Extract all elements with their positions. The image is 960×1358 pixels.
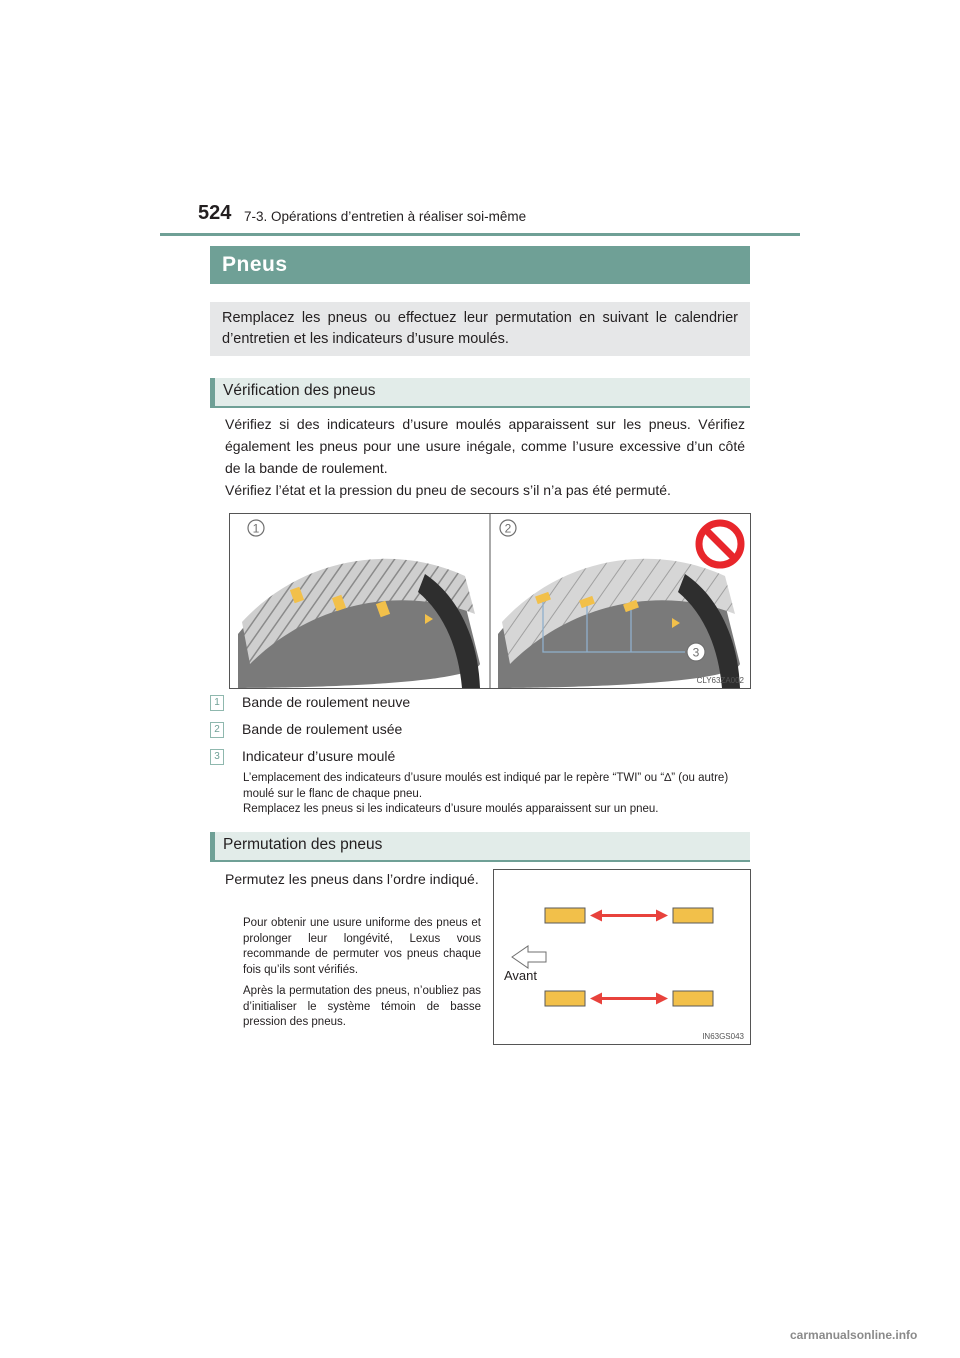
legend-text-3: Indicateur d’usure moulé	[242, 748, 396, 764]
figure-code: CLY63ZA002	[696, 676, 744, 685]
front-swap-arrow	[590, 910, 668, 922]
tire-wear-figure	[229, 513, 751, 689]
section-heading-check-label: Vérification des pneus	[223, 382, 376, 399]
page-title: Pneus	[222, 253, 288, 276]
front-direction-arrow-icon	[512, 946, 546, 968]
legend-number-3: 3	[210, 749, 224, 765]
rotation-notes	[243, 916, 481, 1037]
section-heading-check	[210, 378, 750, 408]
legend-text-2: Bande de roulement usée	[242, 721, 403, 737]
footer-watermark[interactable]: carmanualsonline.info	[790, 1328, 918, 1342]
callout-1-label: 1	[252, 521, 260, 536]
check-paragraph-1: Vérifiez si des indicateurs d’usure moulés apparaissent sur les pneus. Vérifiez également les pneus pour une usure inégale, comme l’usure excessive d’un côté de la bande de roulement.	[225, 416, 745, 476]
intro-text: Remplacez les pneus ou effectuez leur permutation en suivant le calendrier d’entretien et les indicateurs d’usure moulés.	[222, 310, 738, 347]
page-number: 524	[198, 202, 232, 224]
legend-number-1: 1	[210, 695, 224, 711]
check-paragraphs	[225, 413, 745, 501]
intro-box	[210, 302, 750, 356]
rotation-note-2: Après la permutation des pneus, n’oubliez pas d’initialiser le système témoin de basse pression des pneus.	[243, 985, 481, 1028]
tire-rotation-figure	[493, 869, 751, 1045]
new-tread-panel	[238, 559, 480, 688]
rear-left-tire	[545, 991, 585, 1006]
wear-indicator-note	[243, 771, 749, 818]
prohibited-icon	[699, 523, 741, 565]
tire-rotation-diagram	[494, 870, 750, 1044]
rotation-figure-code: IN63GS043	[702, 1032, 744, 1041]
section-heading-rotation-label: Permutation des pneus	[223, 836, 383, 853]
page-title-bar	[210, 246, 750, 284]
legend-number-2: 2	[210, 722, 224, 738]
legend-text-1: Bande de roulement neuve	[242, 694, 411, 710]
rotation-paragraph: Permutez les pneus dans l’ordre indiqué.	[225, 871, 479, 887]
tire-wear-illustration	[230, 514, 750, 688]
rear-right-tire	[673, 991, 713, 1006]
worn-tread-panel	[498, 559, 740, 688]
header-divider	[160, 233, 800, 236]
rotation-note-1: Pour obtenir une usure uniforme des pneus et prolonger leur longévité, Lexus vous recommande de permuter vos pneus chaque fois qu’ils sont vérifiés.	[243, 917, 481, 976]
note-line-2: Remplacez les pneus si les indicateurs d’usure moulés apparaissent sur un pneu.	[243, 803, 659, 815]
check-paragraph-2: Vérifiez l’état et la pression du pneu de secours s’il n’a pas été permuté.	[225, 482, 671, 498]
callout-2-label: 2	[504, 521, 512, 536]
section-heading-rotation	[210, 832, 750, 862]
callout-3-label: 3	[692, 645, 700, 660]
chapter-title: 7-3. Opérations d’entretien à réaliser soi-même	[244, 209, 527, 224]
note-line-1: L’emplacement des indicateurs d’usure moulés est indiqué par le repère “TWI” ou “∆” (ou autre) moulé sur le flanc de chaque pneu.	[243, 772, 729, 800]
rear-swap-arrow	[590, 993, 668, 1005]
front-right-tire	[673, 908, 713, 923]
front-left-tire	[545, 908, 585, 923]
front-label: Avant	[504, 968, 538, 983]
